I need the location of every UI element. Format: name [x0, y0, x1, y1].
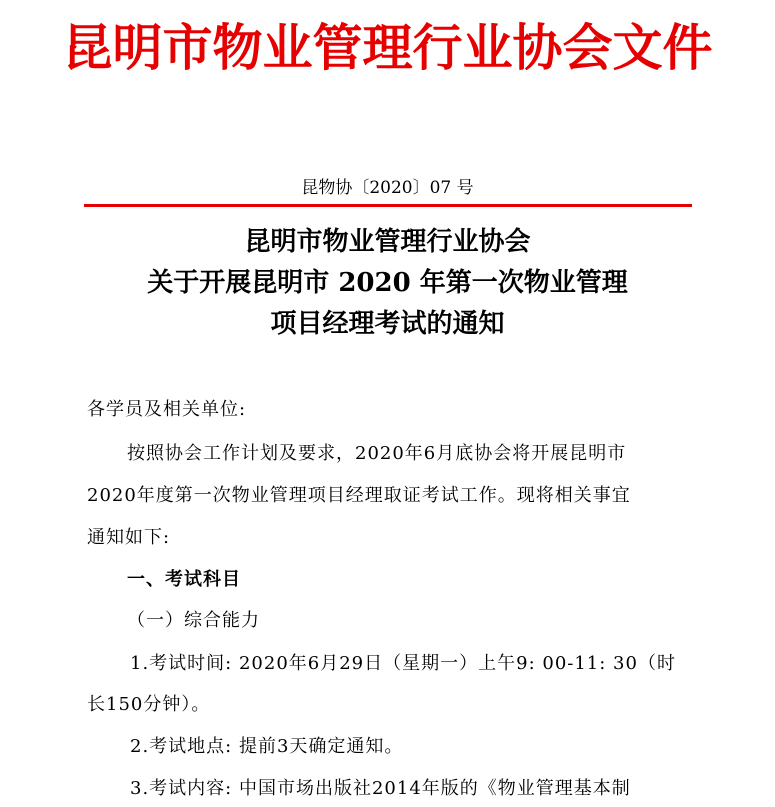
notice-title — [0, 222, 775, 345]
red-divider-line — [84, 204, 692, 207]
section-heading-exam-subjects: 一、考试科目 — [127, 569, 241, 590]
paragraph-1-line-1: 按照协会工作计划及要求，2020年6月底协会将开展昆明市 — [127, 443, 627, 464]
title-line-3: 项目经理考试的通知 — [270, 309, 505, 339]
item-3: 3.考试内容: 中国市场出版社2014年版的《物业管理基本制 — [130, 778, 631, 799]
salutation: 各学员及相关单位: — [87, 399, 247, 420]
masthead-title: 昆明市物业管理行业协会文件 — [62, 18, 713, 77]
subsection-heading-comprehensive-ability: （一）综合能力 — [127, 610, 260, 631]
item-1-line-1: 1.考试时间: 2020年6月29日（星期一）上午9: 00-11: 30（时 — [130, 653, 676, 674]
document-number: 昆物协〔2020〕07 号 — [301, 178, 474, 198]
paragraph-1-line-2: 2020年度第一次物业管理项目经理取证考试工作。现将相关事宜 — [87, 485, 631, 506]
item-1-line-2: 长150分钟）。 — [87, 694, 211, 715]
item-2: 2.考试地点: 提前3天确定通知。 — [130, 736, 404, 757]
title-line-2: 关于开展昆明市 2020 年第一次物业管理 — [147, 268, 628, 298]
title-line-1: 昆明市物业管理行业协会 — [244, 227, 531, 257]
paragraph-1-line-3: 通知如下: — [87, 527, 171, 548]
